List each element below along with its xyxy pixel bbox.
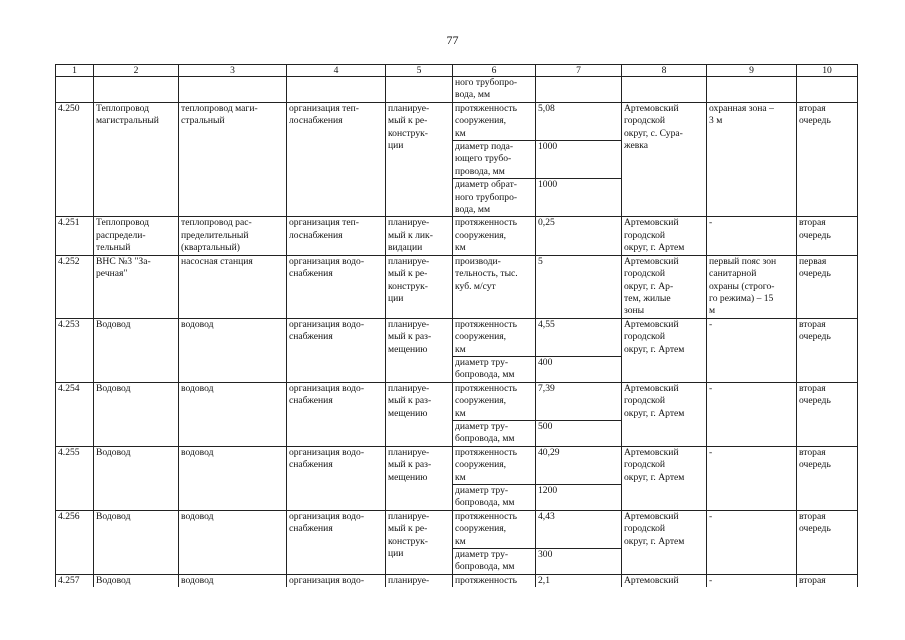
object-purpose: организация водо- снабжения bbox=[287, 510, 386, 574]
queue-stage: вторая очередь bbox=[797, 318, 858, 382]
zone-info: - bbox=[707, 318, 797, 382]
object-type: теплопровод маги- стральный bbox=[179, 102, 287, 217]
object-status: планируе- мый к лик- видации bbox=[386, 217, 453, 255]
param-value: 7,39 bbox=[536, 382, 622, 420]
row-number: 4.257 bbox=[56, 574, 94, 587]
param-value: 40,29 bbox=[536, 446, 622, 484]
object-location: Артемовский городской округ, г. Ар- тем, жилые зоны bbox=[622, 255, 707, 318]
object-purpose: организация теп- лоснабжения bbox=[287, 102, 386, 217]
param-value: 0,25 bbox=[536, 217, 622, 255]
continuation-row bbox=[56, 77, 858, 103]
row-number: 4.254 bbox=[56, 382, 94, 446]
param-label: диаметр тру- бопровода, мм bbox=[453, 356, 536, 382]
zone-info: - bbox=[707, 574, 797, 587]
object-location: Артемовский городской округ, г. Артем bbox=[622, 446, 707, 510]
column-number: 4 bbox=[287, 65, 386, 77]
zone-info: охранная зона – 3 м bbox=[707, 102, 797, 217]
row-number: 4.256 bbox=[56, 510, 94, 574]
object-name: Водовод bbox=[94, 318, 179, 382]
objects-table bbox=[55, 64, 858, 587]
column-number: 3 bbox=[179, 65, 287, 77]
queue-stage: вторая очередь bbox=[797, 102, 858, 217]
param-label: диаметр обрат- ного трубопро- вода, мм bbox=[453, 179, 536, 217]
object-status: планируе- мый к раз- мещению bbox=[386, 318, 453, 382]
queue-stage: вторая очередь bbox=[797, 382, 858, 446]
object-name: Теплопровод магистральный bbox=[94, 102, 179, 217]
table-row bbox=[56, 255, 858, 318]
object-type: теплопровод рас- пределительный (квартальный) bbox=[179, 217, 287, 255]
row-number: 4.252 bbox=[56, 255, 94, 318]
object-type: насосная станция bbox=[179, 255, 287, 318]
param-label: диаметр тру- бопровода, мм bbox=[453, 485, 536, 511]
param-label: протяженность сооружения, км bbox=[453, 217, 536, 255]
zone-info: - bbox=[707, 446, 797, 510]
object-status: планируе- мый к ре- конструк- ции bbox=[386, 255, 453, 318]
param-label: диаметр тру- бопровода, мм bbox=[453, 549, 536, 575]
param-label: протяженность сооружения, км bbox=[453, 382, 536, 420]
row-number: 4.250 bbox=[56, 102, 94, 217]
param-value: 1000 bbox=[536, 179, 622, 217]
param-value: 4,43 bbox=[536, 510, 622, 548]
column-number: 10 bbox=[797, 65, 858, 77]
object-status: планируе- bbox=[386, 574, 453, 587]
column-number: 6 bbox=[453, 65, 536, 77]
param-label: протяженность bbox=[453, 574, 536, 587]
zone-info: - bbox=[707, 382, 797, 446]
param-label: протяженность сооружения, км bbox=[453, 102, 536, 140]
column-number: 7 bbox=[536, 65, 622, 77]
object-name: Водовод bbox=[94, 446, 179, 510]
row-number: 4.253 bbox=[56, 318, 94, 382]
param-value: 5,08 bbox=[536, 102, 622, 140]
zone-info: - bbox=[707, 217, 797, 255]
zone-info: первый пояс зон санитарной охраны (строго- го режима) – 15 м bbox=[707, 255, 797, 318]
object-type: водовод bbox=[179, 574, 287, 587]
row-number: 4.251 bbox=[56, 217, 94, 255]
object-location: Артемовский городской округ, г. Артем bbox=[622, 217, 707, 255]
param-label: диаметр пода- ющего трубо- провода, мм bbox=[453, 141, 536, 179]
object-location: Артемовский городской округ, г. Артем bbox=[622, 510, 707, 574]
param-label: протяженность сооружения, км bbox=[453, 510, 536, 548]
param-label: диаметр тру- бопровода, мм bbox=[453, 420, 536, 446]
zone-info: - bbox=[707, 510, 797, 574]
table-row bbox=[56, 318, 858, 356]
queue-stage: вторая очередь bbox=[797, 217, 858, 255]
object-name: ВНС №3 "За- речная" bbox=[94, 255, 179, 318]
column-number: 5 bbox=[386, 65, 453, 77]
object-name: Водовод bbox=[94, 510, 179, 574]
object-location: Артемовский bbox=[622, 574, 707, 587]
param-value: 1000 bbox=[536, 141, 622, 179]
param-value: 300 bbox=[536, 549, 622, 575]
param-value: 5 bbox=[536, 255, 622, 318]
column-number: 1 bbox=[56, 65, 94, 77]
page-number: 77 bbox=[446, 33, 459, 47]
object-purpose: организация теп- лоснабжения bbox=[287, 217, 386, 255]
queue-stage: вторая bbox=[797, 574, 858, 587]
param-label: ного трубопро- вода, мм bbox=[453, 77, 536, 103]
object-location: Артемовский городской округ, г. Артем bbox=[622, 318, 707, 382]
table-row bbox=[56, 446, 858, 484]
object-location: Артемовский городской округ, с. Сура- жевка bbox=[622, 102, 707, 217]
queue-stage: вторая очередь bbox=[797, 446, 858, 510]
object-type: водовод bbox=[179, 510, 287, 574]
param-value: 2,1 bbox=[536, 574, 622, 587]
column-numbers-row bbox=[56, 65, 858, 77]
object-status: планируе- мый к раз- мещению bbox=[386, 446, 453, 510]
object-purpose: организация водо- снабжения bbox=[287, 255, 386, 318]
param-label: протяженность сооружения, км bbox=[453, 318, 536, 356]
object-name: Водовод bbox=[94, 574, 179, 587]
object-type: водовод bbox=[179, 446, 287, 510]
param-value: 1200 bbox=[536, 485, 622, 511]
object-type: водовод bbox=[179, 318, 287, 382]
table-row bbox=[56, 102, 858, 140]
object-location: Артемовский городской округ, г. Артем bbox=[622, 382, 707, 446]
object-status: планируе- мый к раз- мещению bbox=[386, 382, 453, 446]
param-label: производи- тельность, тыс. куб. м/сут bbox=[453, 255, 536, 318]
object-purpose: организация водо- снабжения bbox=[287, 382, 386, 446]
param-value: 500 bbox=[536, 420, 622, 446]
row-number: 4.255 bbox=[56, 446, 94, 510]
param-value: 4,55 bbox=[536, 318, 622, 356]
object-status: планируе- мый к ре- конструк- ции bbox=[386, 102, 453, 217]
object-type: водовод bbox=[179, 382, 287, 446]
object-purpose: организация водо- bbox=[287, 574, 386, 587]
object-name: Водовод bbox=[94, 382, 179, 446]
table-row bbox=[56, 382, 858, 420]
param-label: протяженность сооружения, км bbox=[453, 446, 536, 484]
object-status: планируе- мый к ре- конструк- ции bbox=[386, 510, 453, 574]
column-number: 8 bbox=[622, 65, 707, 77]
object-purpose: организация водо- снабжения bbox=[287, 318, 386, 382]
table-row bbox=[56, 510, 858, 548]
table-row bbox=[56, 574, 858, 587]
param-value: 400 bbox=[536, 356, 622, 382]
queue-stage: первая очередь bbox=[797, 255, 858, 318]
object-purpose: организация водо- снабжения bbox=[287, 446, 386, 510]
column-number: 9 bbox=[707, 65, 797, 77]
object-name: Теплопровод распредели- тельный bbox=[94, 217, 179, 255]
queue-stage: вторая очередь bbox=[797, 510, 858, 574]
table-row bbox=[56, 217, 858, 255]
column-number: 2 bbox=[94, 65, 179, 77]
